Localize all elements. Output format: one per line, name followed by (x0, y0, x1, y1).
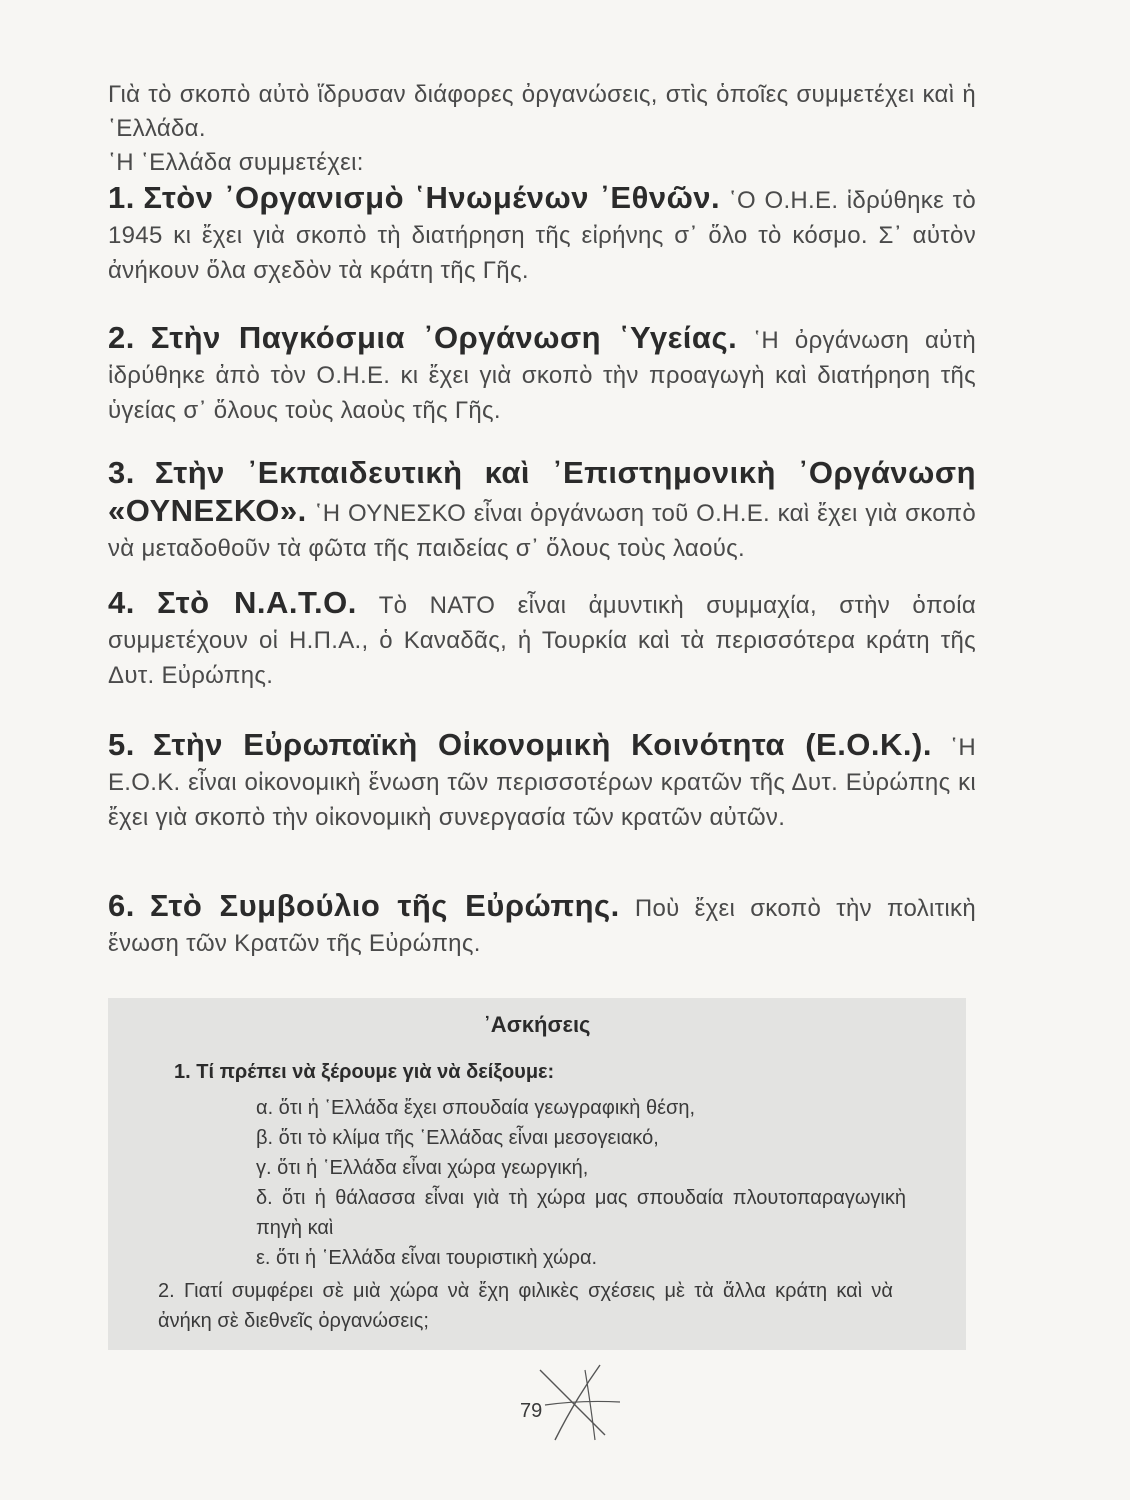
item-heading: Στὴν Παγκόσμια ᾿Οργάνωση ῾Υγείας. (150, 320, 738, 355)
item-heading: Στὴν Εὐρωπαϊκὴ Οἰκονομικὴ Κοινότητα (Ε.Ο.Κ.). (152, 727, 932, 762)
pen-scribble-mark (535, 1360, 625, 1445)
list-item: ε. ὅτι ἡ ῾Ελλάδα εἶναι τουριστικὴ χώρα. (256, 1247, 598, 1269)
item-heading: Στὸ Συμβούλιο τῆς Εὐρώπης. (149, 888, 620, 923)
exercise-1-list (256, 1093, 906, 1273)
item-number: 4. (108, 585, 135, 620)
list-item: γ. ὅτι ἡ ῾Ελλάδα εἶναι χώρα γεωργική, (256, 1157, 589, 1179)
exercise-question-1: 1. Τί πρέπει νὰ ξέρουμε γιὰ νὰ δείξουμε: (174, 1061, 555, 1083)
organization-item-un (108, 180, 976, 288)
intro-line-1: Γιὰ τὸ σκοπὸ αὐτὸ ἵδρυσαν διάφορες ὀργανώσεις, στὶς ὁποῖες συμμετέχει καὶ ἡ ῾Ελλάδα. (108, 81, 976, 142)
list-item: α. ὅτι ἡ ῾Ελλάδα ἔχει σπουδαία γεωγραφικὴ θέση, (256, 1097, 696, 1119)
organization-item-eec (108, 727, 976, 835)
page-number: 79 (520, 1400, 543, 1422)
list-item: δ. ὅτι ἡ θάλασσα εἶναι γιὰ τὴ χώρα μας σπουδαία πλουτοπαραγωγικὴ πηγὴ καὶ (256, 1187, 906, 1239)
organization-item-unesco (108, 455, 976, 566)
item-number: 6. (108, 888, 135, 923)
exercises-title: ᾿Ασκήσεις (483, 1012, 591, 1037)
organization-item-who (108, 320, 976, 428)
exercise-question-2: 2. Γιατί συμφέρει σὲ μιὰ χώρα νὰ ἔχη φιλικὲς σχέσεις μὲ τὰ ἄλλα κράτη καὶ νὰ ἀνήκη σὲ διεθνεῖς ὀργανώσεις; (158, 1280, 893, 1332)
item-text: Ποὺ ἔχει σκοπὸ τὴν πολιτικὴ ἕνωση τῶν Κρατῶν τῆς Εὐρώπης. (108, 895, 976, 957)
item-text: ῾Η ΟΥΝΕΣΚΟ εἶναι ὀργάνωση τοῦ Ο.Η.Ε. καὶ ἔχει γιὰ σκοπὸ νὰ μεταδοθοῦν τὰ φῶτα τῆς παιδείας σ᾿ ὅλους τοὺς λαούς. (108, 500, 977, 562)
item-heading: Στὴν ᾿Εκπαιδευτικὴ καὶ ᾿Επιστημονικὴ ᾿Οργάνωση «ΟΥΝΕΣΚΟ». (108, 455, 977, 528)
item-heading: Στὸ Ν.Α.Τ.Ο. (157, 585, 357, 620)
item-number: 3. (108, 455, 135, 490)
item-text: ῾Ο Ο.Η.Ε. ἱδρύθηκε τὸ 1945 κι ἔχει γιὰ σκοπὸ τὴ διατήρηση τῆς εἰρήνης σ᾿ ὅλο τὸ κόσμο. Σ᾿ αὐτὸν ἀνήκουν ὅλα σχεδὸν τὰ κράτη τῆς Γῆς. (108, 187, 977, 284)
item-number: 2. (108, 320, 135, 355)
exercises-box (108, 998, 966, 1350)
item-number: 5. (108, 727, 135, 762)
intro-line-2: ῾Η ῾Ελλάδα συμμετέχει: (108, 149, 364, 176)
list-item: β. ὅτι τὸ κλίμα τῆς ῾Ελλάδας εἶναι μεσογειακό, (256, 1127, 659, 1149)
item-text: ῾Η Ε.Ο.Κ. εἶναι οἰκονομικὴ ἕνωση τῶν περισσοτέρων κρατῶν τῆς Δυτ. Εὐρώπης κι ἔχει γιὰ σκοπὸ τὴν οἰκονομικὴ συνεργασία τῶν κρατῶν αὐτῶν. (108, 734, 977, 831)
item-number: 1. (108, 180, 135, 215)
item-text: Τὸ ΝΑΤΟ εἶναι ἀμυντικὴ συμμαχία, στὴν ὁποία συμμετέχουν οἱ Η.Π.Α., ὁ Καναδᾶς, ἡ Τουρκία καὶ τὰ περισσότερα κράτη τῆς Δυτ. Εὐρώπης. (108, 592, 977, 689)
intro-paragraph (108, 78, 976, 180)
organization-item-council-of-europe (108, 888, 976, 961)
item-heading: Στὸν ᾿Οργανισμὸ ῾Ηνωμένων ᾿Εθνῶν. (143, 180, 721, 215)
organization-item-nato (108, 585, 976, 693)
item-text: ῾Η ὀργάνωση αὐτὴ ἱδρύθηκε ἀπὸ τὸν Ο.Η.Ε. κι ἔχει γιὰ σκοπὸ τὴν προαγωγὴ καὶ διατήρηση τῆς ὑγείας σ᾿ ὅλους τοὺς λαοὺς τῆς Γῆς. (108, 327, 977, 424)
